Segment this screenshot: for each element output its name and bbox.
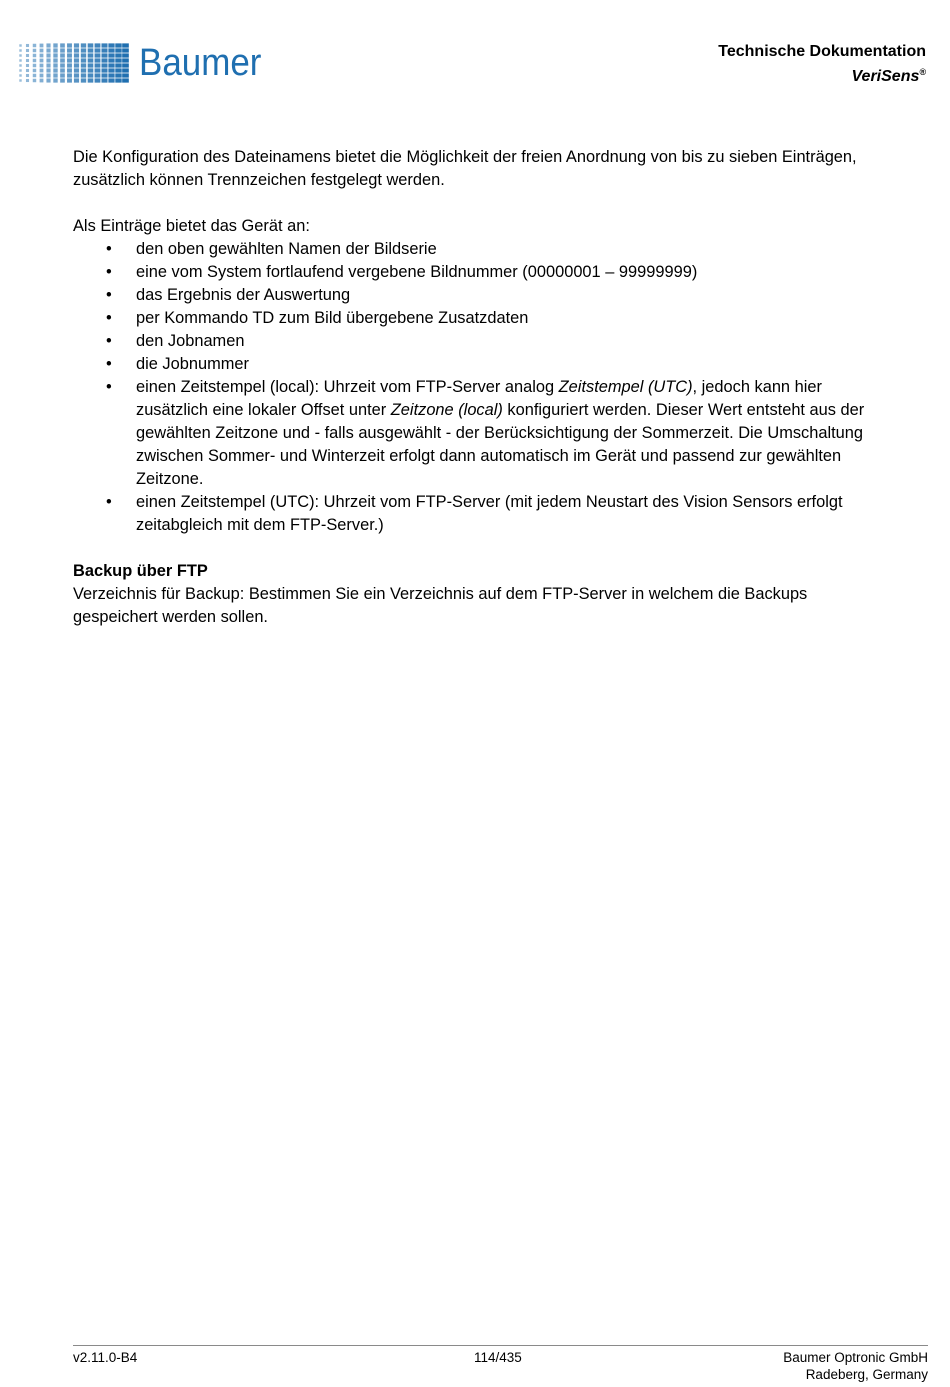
backup-paragraph (73, 583, 933, 629)
entry-text: den oben gewählten Namen der Bildserie (136, 240, 437, 258)
logo-mark-square (26, 74, 29, 77)
local-line-1-b: , jedoch kann hier (692, 378, 822, 396)
logo-mark-square (60, 68, 65, 72)
logo-mark-square (95, 53, 101, 57)
bullet: • (106, 332, 112, 350)
entry-text: den Jobnamen (136, 332, 245, 350)
logo-mark-square (115, 68, 121, 72)
logo-mark-square (26, 79, 29, 82)
bullet: • (106, 355, 112, 373)
logo-mark-square (26, 64, 29, 67)
logo-mark-square (122, 58, 129, 62)
logo-mark-square (53, 48, 57, 52)
bullet: • (106, 493, 112, 511)
logo-mark-square (46, 48, 50, 52)
local-line-2-b: konfiguriert werden. Dieser Wert entsteht aus der (502, 401, 865, 419)
logo-mark-square (60, 53, 65, 57)
logo-mark-square (33, 74, 36, 77)
logo-mark-square (122, 68, 129, 72)
logo-mark-square (53, 73, 57, 77)
logo-mark-square (88, 68, 94, 72)
intro-line-1: Die Konfiguration des Dateinamens bietet die Möglichkeit der freien Anordnung von bis zu sieben Einträgen, (73, 148, 857, 166)
backup-line-1: Verzeichnis für Backup: Bestimmen Sie ein Verzeichnis auf dem FTP-Server in welchem die Backups (73, 585, 808, 603)
logo-mark-square (46, 43, 50, 47)
logo-mark-square (101, 53, 107, 57)
logo-mark-square (19, 54, 21, 56)
logo-mark-square (26, 54, 29, 57)
logo-mark-square (88, 48, 94, 52)
logo-mark-square (40, 59, 44, 63)
logo-mark-square (26, 49, 29, 52)
logo-mark-square (74, 63, 79, 67)
entry-text: eine vom System fortlaufend vergebene Bildnummer (00000001 – 99999999) (136, 263, 698, 281)
logo-mark-square (74, 68, 79, 72)
logo-mark-square (81, 58, 86, 62)
logo-mark-square (46, 58, 50, 62)
local-line-2-a: zusätzlich eine lokaler Offset unter (136, 401, 391, 419)
logo-mark-square (53, 58, 57, 62)
logo-wordmark: Baumer (139, 42, 262, 84)
logo-mark-square (19, 44, 21, 46)
local-line-4: zwischen Sommer- und Winterzeit erfolgt dann automatisch im Gerät und passend zur gewählten (136, 447, 842, 465)
document-header (718, 41, 926, 87)
logo-mark-square (108, 58, 114, 62)
logo-mark-square (81, 73, 86, 77)
logo-mark-square (108, 43, 114, 47)
logo-mark-square (115, 78, 121, 82)
logo-mark-square (46, 78, 50, 82)
logo-mark-square (95, 48, 101, 52)
entries-list (73, 238, 933, 537)
local-italic-zone: Zeitzone (local) (390, 401, 503, 419)
local-line-1-a: einen Zeitstempel (local): Uhrzeit vom FTP-Server analog (136, 378, 559, 396)
list-item (73, 307, 933, 330)
page-content (73, 146, 933, 629)
logo-mark-square (40, 54, 44, 58)
logo-mark-square (60, 73, 65, 77)
logo-mark-square (60, 63, 65, 67)
logo-mark-square (33, 44, 36, 47)
logo-mark-square (26, 59, 29, 62)
logo-mark-square (101, 68, 107, 72)
local-line-3: gewählten Zeitzone und - falls ausgewählt - der Berücksichtigung der Sommerzeit. Die Umschaltung (136, 424, 864, 442)
logo-mark-square (19, 74, 21, 76)
intro-line-2: zusätzlich können Trennzeichen festgelegt werden. (73, 171, 445, 189)
logo-mark-square (33, 54, 36, 57)
logo-mark-square (101, 58, 107, 62)
logo-mark-square (122, 63, 129, 67)
logo-mark-square (108, 68, 114, 72)
logo-mark-square (74, 48, 79, 52)
logo-mark-square (115, 73, 121, 77)
logo-mark-square (122, 43, 129, 47)
logo-mark-square (81, 68, 86, 72)
list-item (73, 284, 933, 307)
logo-mark-square (53, 53, 57, 57)
logo-mark-square (67, 68, 72, 72)
baumer-logo (17, 40, 272, 86)
product-name (718, 62, 926, 87)
logo-mark-square (46, 68, 50, 72)
logo-mark-square (46, 53, 50, 57)
logo-mark-square (67, 43, 72, 47)
bullet: • (106, 240, 112, 258)
logo-mark-square (108, 48, 114, 52)
logo-mark-square (40, 49, 44, 53)
logo-mark-square (122, 73, 129, 77)
logo-mark-square (81, 78, 86, 82)
logo-mark-square (60, 43, 65, 47)
local-italic-utc: Zeitstempel (UTC) (558, 378, 693, 396)
logo-mark-square (67, 48, 72, 52)
logo-mark-square (33, 79, 36, 82)
logo-mark-square (122, 48, 129, 52)
logo-mark-square (26, 69, 29, 72)
logo-mark-square (19, 49, 21, 51)
list-item-utc-timestamp (73, 491, 933, 537)
footer-company (783, 1349, 928, 1383)
logo-mark-square (74, 43, 79, 47)
footer-location: Radeberg, Germany (805, 1367, 928, 1382)
logo-mark-square (53, 78, 57, 82)
logo-mark-square (101, 78, 107, 82)
logo-mark-square (33, 69, 36, 72)
intro-paragraph (73, 146, 933, 192)
logo-mark-square (81, 53, 86, 57)
logo-mark-square (60, 48, 65, 52)
logo-mark-square (33, 49, 36, 52)
logo-mark-square (88, 58, 94, 62)
logo-mark-square (74, 58, 79, 62)
footer-company-name: Baumer Optronic GmbH (783, 1350, 928, 1365)
logo-mark-square (53, 68, 57, 72)
logo-mark-square (88, 78, 94, 82)
logo-mark-square (67, 78, 72, 82)
logo-mark-square (40, 64, 44, 68)
logo-mark-square (40, 79, 44, 83)
logo-mark-square (40, 74, 44, 78)
logo-mark-square (74, 78, 79, 82)
logo-mark-square (95, 43, 101, 47)
logo-mark-square (67, 63, 72, 67)
logo-mark-square (81, 48, 86, 52)
logo-mark-square (108, 73, 114, 77)
product-label: VeriSens (851, 68, 920, 85)
list-item (73, 330, 933, 353)
logo-mark-square (108, 53, 114, 57)
logo-mark-square (33, 64, 36, 67)
backup-heading: Backup über FTP (73, 562, 208, 580)
logo-mark-square (101, 43, 107, 47)
logo-mark-square (101, 63, 107, 67)
logo-mark-square (19, 69, 21, 71)
logo-mark-square (101, 48, 107, 52)
logo-mark-square (67, 73, 72, 77)
backup-line-2: gespeichert werden sollen. (73, 608, 268, 626)
logo-mark-square (88, 63, 94, 67)
logo-mark-square (74, 73, 79, 77)
logo-mark-square (60, 78, 65, 82)
logo-mark-square (26, 44, 29, 47)
list-item (73, 353, 933, 376)
logo-mark-square (46, 73, 50, 77)
footer-version: v2.11.0-B4 (73, 1350, 138, 1365)
logo-mark-square (95, 78, 101, 82)
logo-mark-square (81, 63, 86, 67)
list-item (73, 238, 933, 261)
logo-mark-square (74, 53, 79, 57)
logo-mark-square (122, 78, 129, 82)
logo-mark-square (115, 43, 121, 47)
logo-mark-square (95, 58, 101, 62)
logo-mark-square (108, 63, 114, 67)
bullet: • (106, 286, 112, 304)
logo-mark-square (115, 48, 121, 52)
logo-mark-square (40, 69, 44, 73)
logo-mark-square (95, 68, 101, 72)
logo-mark-square (115, 63, 121, 67)
entry-text: die Jobnummer (136, 355, 249, 373)
logo-mark-square (95, 63, 101, 67)
logo-mark-square (122, 53, 129, 57)
logo-mark-square (53, 63, 57, 67)
logo-mark-square (19, 79, 21, 81)
logo-mark-square (88, 53, 94, 57)
logo-mark-square (95, 73, 101, 77)
logo-mark-square (67, 58, 72, 62)
logo-mark-square (88, 73, 94, 77)
bullet: • (106, 263, 112, 281)
logo-mark-square (115, 58, 121, 62)
entry-text: das Ergebnis der Auswertung (136, 286, 351, 304)
logo-mark-square (101, 73, 107, 77)
bullet: • (106, 309, 112, 327)
logo-mark-square (19, 64, 21, 66)
baumer-logo-mark-icon (17, 43, 129, 83)
logo-mark-square (88, 43, 94, 47)
logo-mark-square (33, 59, 36, 62)
logo-mark-square (40, 44, 44, 48)
logo-mark-square (53, 43, 57, 47)
list-item (73, 261, 933, 284)
logo-mark-square (81, 43, 86, 47)
footer-page-number: 114/435 (474, 1350, 522, 1365)
bullet: • (106, 378, 112, 396)
logo-mark-square (115, 53, 121, 57)
entry-text: per Kommando TD zum Bild übergebene Zusatzdaten (136, 309, 529, 327)
registered-mark: ® (919, 67, 926, 77)
doc-title: Technische Dokumentation (718, 43, 926, 60)
logo-mark-square (46, 63, 50, 67)
utc-line-2: zeitabgleich mit dem FTP-Server.) (136, 516, 384, 534)
logo-mark-square (67, 53, 72, 57)
local-line-5: Zeitzone. (136, 470, 204, 488)
list-item-local-timestamp (73, 376, 933, 491)
logo-mark-square (60, 58, 65, 62)
list-intro: Als Einträge bietet das Gerät an: (73, 217, 310, 235)
utc-line-1: einen Zeitstempel (UTC): Uhrzeit vom FTP-Server (mit jedem Neustart des Vision Sensors erfolgt (136, 493, 843, 511)
footer-divider (73, 1345, 928, 1346)
logo-mark-square (108, 78, 114, 82)
logo-mark-square (19, 59, 21, 61)
